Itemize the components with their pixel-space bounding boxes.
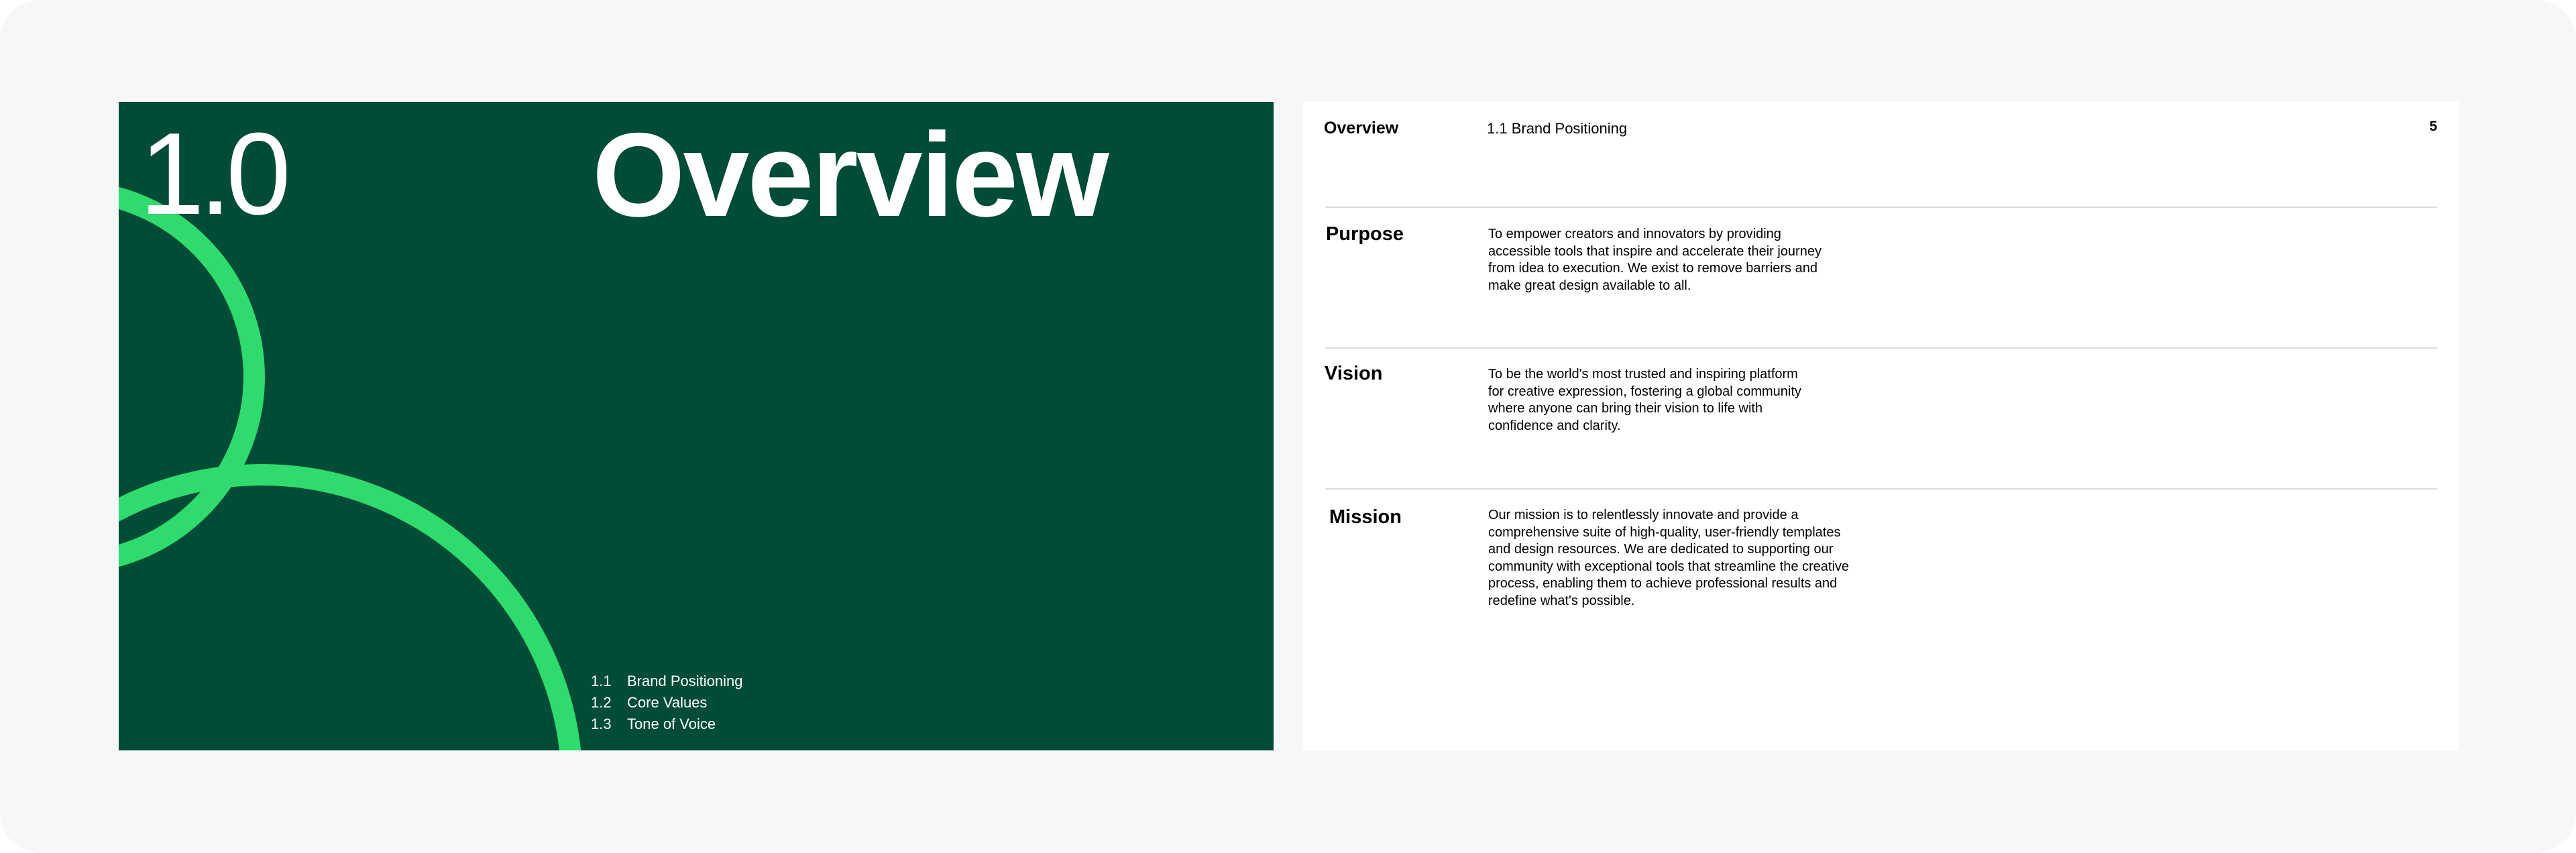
page-header-section: Overview — [1324, 119, 1399, 137]
text-line: and design resources. We are dedicated to supporting our — [1488, 542, 1834, 557]
divider — [1325, 207, 2437, 208]
text-line: To empower creators and innovators by providing — [1488, 227, 1781, 241]
divider — [1325, 488, 2437, 490]
divider — [1325, 347, 2437, 349]
brand-positioning-page — [1303, 102, 2459, 750]
table-of-contents — [591, 671, 742, 735]
purpose-text — [1488, 226, 1822, 294]
text-line: community with exceptional tools that streamline the creative — [1488, 559, 1850, 574]
toc-item-number: 1.3 — [591, 716, 612, 732]
text-line: process, enabling them to achieve professional results and — [1488, 576, 1838, 591]
toc-item-label: Tone of Voice — [627, 716, 716, 732]
text-line: from idea to execution. We exist to remove barriers and — [1488, 261, 1817, 276]
text-line: accessible tools that inspire and accelerate their journey — [1488, 243, 1822, 259]
vision-heading: Vision — [1325, 363, 1383, 384]
text-line: comprehensive suite of high-quality, user-friendly templates — [1488, 524, 1841, 540]
toc-item-brand-positioning[interactable] — [591, 671, 742, 692]
toc-item-label: Core Values — [627, 694, 708, 711]
text-line: To be the world's most trusted and inspiring platform — [1488, 367, 1798, 382]
mission-heading: Mission — [1329, 506, 1402, 528]
page-number: 5 — [2429, 119, 2437, 134]
toc-item-number: 1.1 — [591, 673, 612, 689]
toc-item-label: Brand Positioning — [627, 673, 743, 689]
text-line: for creative expression, fostering a global community — [1488, 384, 1801, 399]
text-line: redefine what's possible. — [1488, 593, 1635, 608]
toc-item-number: 1.2 — [591, 694, 612, 711]
section-title: Overview — [592, 108, 1107, 241]
text-line: Our mission is to relentlessly innovate and provide a — [1488, 508, 1799, 522]
toc-item-core-values[interactable] — [591, 692, 742, 714]
toc-item-tone-of-voice[interactable] — [591, 714, 742, 735]
text-line: confidence and clarity. — [1488, 418, 1621, 433]
text-line: make great design available to all. — [1488, 278, 1691, 293]
purpose-heading: Purpose — [1326, 223, 1404, 245]
vision-text — [1488, 366, 1801, 435]
page-header-subsection: 1.1 Brand Positioning — [1487, 120, 1628, 137]
mission-text — [1488, 507, 1849, 610]
text-line: where anyone can bring their vision to life with — [1488, 401, 1763, 416]
section-number: 1.0 — [139, 108, 286, 239]
section-cover-slide — [119, 102, 1274, 750]
